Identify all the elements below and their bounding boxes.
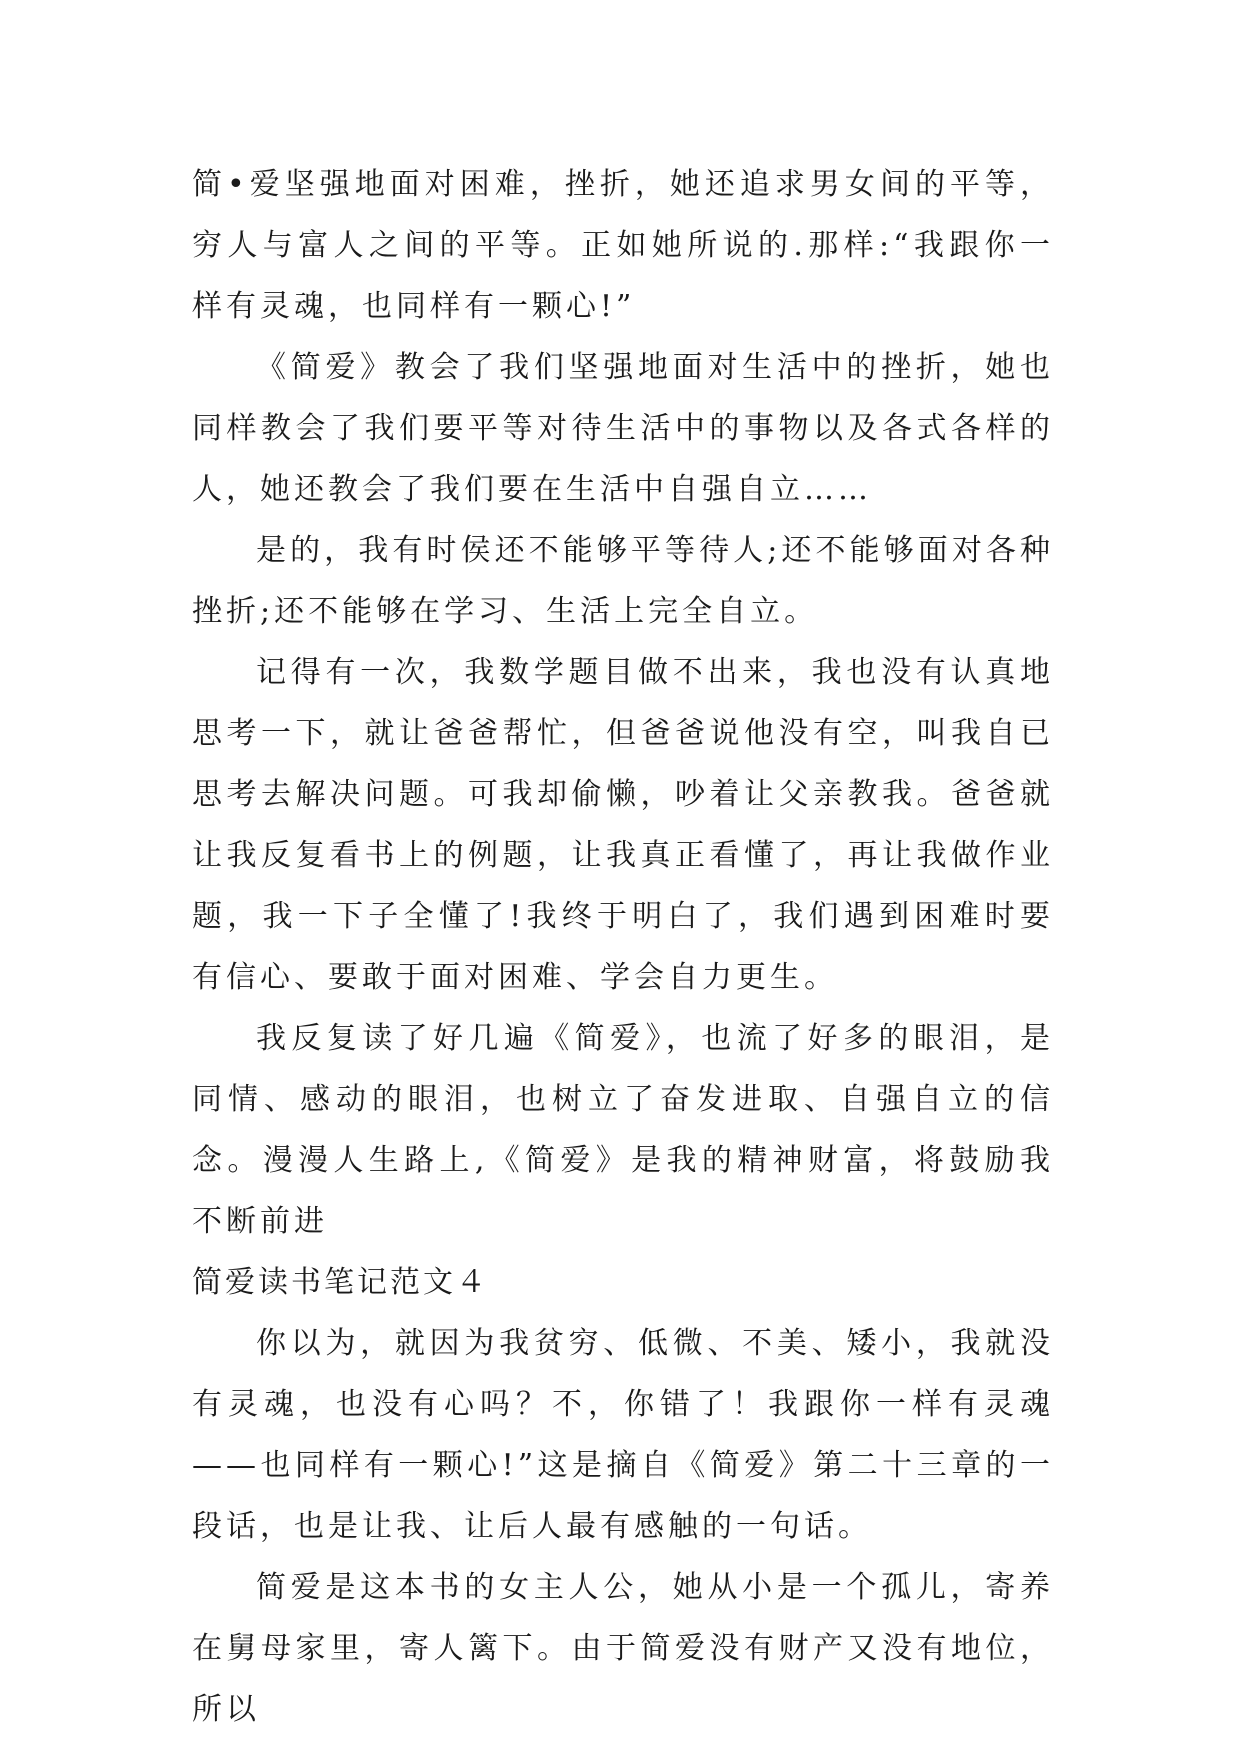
document-body <box>192 154 1054 1740</box>
paragraph-3: 是的，我有时侯还不能够平等待人;还不能够面对各种挫折;还不能够在学习、生活上完全自立。 <box>192 533 1054 629</box>
paragraph-4: 记得有一次，我数学题目做不出来，我也没有认真地思考一下，就让爸爸帮忙，但爸爸说他没有空，叫我自已思考去解决问题。可我却偷懒，吵着让父亲教我。爸爸就让我反复看书上的例题，让我真正看懂了，再让我做作业题，我一下子全懂了!我终于明白了，我们遇到困难时要有信心、要敢于面对困难、学会自力更生。 <box>192 655 1054 995</box>
paragraph-2: 《简爱》教会了我们坚强地面对生活中的挫折，她也同样教会了我们要平等对待生活中的事物以及各式各样的人，她还教会了我们要在生活中自强自立…… <box>192 350 1054 507</box>
paragraph-1: 简•爱坚强地面对困难，挫折，她还追求男女间的平等，穷人与富人之间的平等。正如她所说的.那样:“我跟你一样有灵魂，也同样有一颗心!” <box>192 167 1054 324</box>
paragraph-5: 我反复读了好几遍《简爱》，也流了好多的眼泪，是同情、感动的眼泪，也树立了奋发进取、自强自立的信念。漫漫人生路上,《简爱》是我的精神财富，将鼓励我不断前进 <box>192 1021 1054 1239</box>
section-title: 简爱读书笔记范文４ <box>192 1265 489 1300</box>
paragraph-7: 简爱是这本书的女主人公，她从小是一个孤儿，寄养在舅母家里，寄人篱下。由于简爱没有财产又没有地位，所以 <box>192 1570 1054 1727</box>
paragraph-6: 你以为，就因为我贫穷、低微、不美、矮小，我就没有灵魂，也没有心吗？不，你错了！我跟你一样有灵魂——也同样有一颗心!”这是摘自《简爱》第二十三章的一段话，也是让我、让后人最有感触的一句话。 <box>192 1326 1054 1544</box>
